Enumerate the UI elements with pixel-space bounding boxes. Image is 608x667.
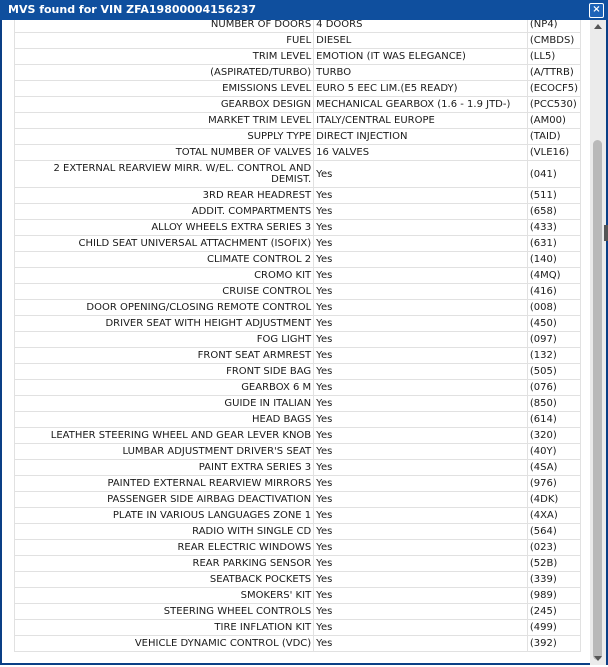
row-value: Yes [314, 188, 528, 204]
row-code: (631) [527, 236, 580, 252]
row-value: Yes [314, 396, 528, 412]
close-icon[interactable]: × [589, 3, 604, 18]
dialog-titlebar[interactable] [0, 0, 608, 20]
row-label: CRUISE CONTROL [15, 284, 314, 300]
table-row [15, 284, 581, 300]
row-label: CROMO KIT [15, 268, 314, 284]
table-row [15, 492, 581, 508]
row-code: (CMBDS) [527, 33, 580, 49]
row-label: CHILD SEAT UNIVERSAL ATTACHMENT (ISOFIX) [15, 236, 314, 252]
row-value: Yes [314, 204, 528, 220]
table-row [15, 364, 581, 380]
row-value: TURBO [314, 65, 528, 81]
row-value: Yes [314, 556, 528, 572]
options-table-body [15, 20, 581, 652]
row-value: Yes [314, 364, 528, 380]
row-value: Yes [314, 620, 528, 636]
row-value: Yes [314, 412, 528, 428]
row-code: (564) [527, 524, 580, 540]
table-row [15, 81, 581, 97]
row-code: (416) [527, 284, 580, 300]
scroll-down-arrow-icon[interactable] [594, 656, 602, 661]
row-code: (097) [527, 332, 580, 348]
row-code: (041) [527, 161, 580, 188]
row-value: Yes [314, 604, 528, 620]
row-code: (132) [527, 348, 580, 364]
table-row [15, 252, 581, 268]
row-label: SMOKERS' KIT [15, 588, 314, 604]
row-code: (339) [527, 572, 580, 588]
row-label: VEHICLE DYNAMIC CONTROL (VDC) [15, 636, 314, 652]
dialog-content[interactable] [2, 20, 590, 663]
table-row [15, 33, 581, 49]
table-row [15, 161, 581, 188]
row-code: (614) [527, 412, 580, 428]
row-code: (433) [527, 220, 580, 236]
table-row [15, 620, 581, 636]
table-row [15, 188, 581, 204]
row-code: (008) [527, 300, 580, 316]
table-row [15, 49, 581, 65]
row-value: Yes [314, 236, 528, 252]
row-code: (850) [527, 396, 580, 412]
table-row [15, 396, 581, 412]
options-table [14, 20, 581, 652]
row-value: Yes [314, 460, 528, 476]
table-row [15, 444, 581, 460]
row-code: (VLE16) [527, 145, 580, 161]
row-code: (658) [527, 204, 580, 220]
table-row [15, 204, 581, 220]
table-row [15, 588, 581, 604]
row-value: Yes [314, 380, 528, 396]
row-code: (PCC530) [527, 97, 580, 113]
table-row [15, 65, 581, 81]
row-label: DRIVER SEAT WITH HEIGHT ADJUSTMENT [15, 316, 314, 332]
row-value: 16 VALVES [314, 145, 528, 161]
table-row [15, 476, 581, 492]
row-label: EMISSIONS LEVEL [15, 81, 314, 97]
row-value: Yes [314, 540, 528, 556]
row-code: (4MQ) [527, 268, 580, 284]
table-row [15, 556, 581, 572]
row-label: REAR PARKING SENSOR [15, 556, 314, 572]
row-label: LEATHER STEERING WHEEL AND GEAR LEVER KNOB [15, 428, 314, 444]
row-value: Yes [314, 332, 528, 348]
row-value: Yes [314, 492, 528, 508]
row-value: EURO 5 EEC LIM.(E5 READY) [314, 81, 528, 97]
row-code: (ECOCF5) [527, 81, 580, 97]
scroll-up-arrow-icon[interactable] [594, 24, 602, 29]
row-label: SEATBACK POCKETS [15, 572, 314, 588]
row-label: ALLOY WHEELS EXTRA SERIES 3 [15, 220, 314, 236]
row-label: TOTAL NUMBER OF VALVES [15, 145, 314, 161]
table-row [15, 524, 581, 540]
row-code: (505) [527, 364, 580, 380]
row-code: (4SA) [527, 460, 580, 476]
row-label: PAINTED EXTERNAL REARVIEW MIRRORS [15, 476, 314, 492]
row-label: PAINT EXTRA SERIES 3 [15, 460, 314, 476]
row-label: (ASPIRATED/TURBO) [15, 65, 314, 81]
row-code: (52B) [527, 556, 580, 572]
row-label: 3RD REAR HEADREST [15, 188, 314, 204]
row-code: (499) [527, 620, 580, 636]
scrollbar-thumb[interactable] [593, 140, 602, 660]
row-code: (LL5) [527, 49, 580, 65]
row-value: Yes [314, 476, 528, 492]
row-label: GEARBOX 6 M [15, 380, 314, 396]
row-value: Yes [314, 572, 528, 588]
table-row [15, 604, 581, 620]
row-label: GUIDE IN ITALIAN [15, 396, 314, 412]
row-value: Yes [314, 444, 528, 460]
row-value: DIRECT INJECTION [314, 129, 528, 145]
table-row [15, 508, 581, 524]
row-label: DOOR OPENING/CLOSING REMOTE CONTROL [15, 300, 314, 316]
page-scroll-indicator [604, 225, 608, 241]
table-row [15, 332, 581, 348]
row-value: ITALY/CENTRAL EUROPE [314, 113, 528, 129]
table-row [15, 145, 581, 161]
row-code: (4XA) [527, 508, 580, 524]
row-label: FOG LIGHT [15, 332, 314, 348]
table-row [15, 380, 581, 396]
table-row [15, 129, 581, 145]
row-label: TRIM LEVEL [15, 49, 314, 65]
vertical-scrollbar[interactable] [590, 20, 606, 665]
table-row [15, 236, 581, 252]
table-row [15, 412, 581, 428]
table-row [15, 113, 581, 129]
table-row [15, 636, 581, 652]
row-value: Yes [314, 300, 528, 316]
table-row [15, 572, 581, 588]
row-label: FUEL [15, 33, 314, 49]
row-code: (023) [527, 540, 580, 556]
row-value: Yes [314, 428, 528, 444]
row-value: Yes [314, 268, 528, 284]
row-value: Yes [314, 316, 528, 332]
row-code: (245) [527, 604, 580, 620]
row-value: Yes [314, 348, 528, 364]
row-label: STEERING WHEEL CONTROLS [15, 604, 314, 620]
row-value: Yes [314, 524, 528, 540]
table-row [15, 300, 581, 316]
row-code: (976) [527, 476, 580, 492]
row-label: PLATE IN VARIOUS LANGUAGES ZONE 1 [15, 508, 314, 524]
row-value: Yes [314, 284, 528, 300]
row-label: REAR ELECTRIC WINDOWS [15, 540, 314, 556]
table-row [15, 268, 581, 284]
row-label: NUMBER OF DOORS [15, 20, 314, 33]
row-code: (AM00) [527, 113, 580, 129]
row-code: (40Y) [527, 444, 580, 460]
table-row [15, 540, 581, 556]
row-value: Yes [314, 220, 528, 236]
row-code: (4DK) [527, 492, 580, 508]
row-value: 4 DOORS [314, 20, 528, 33]
row-value: MECHANICAL GEARBOX (1.6 - 1.9 JTD-) [314, 97, 528, 113]
table-row [15, 20, 581, 33]
row-label: MARKET TRIM LEVEL [15, 113, 314, 129]
row-value: Yes [314, 588, 528, 604]
row-value: Yes [314, 508, 528, 524]
table-row [15, 220, 581, 236]
row-value: Yes [314, 161, 528, 188]
row-label: FRONT SEAT ARMREST [15, 348, 314, 364]
row-code: (NP4) [527, 20, 580, 33]
row-code: (450) [527, 316, 580, 332]
row-value: DIESEL [314, 33, 528, 49]
row-code: (392) [527, 636, 580, 652]
row-label: GEARBOX DESIGN [15, 97, 314, 113]
row-label: RADIO WITH SINGLE CD [15, 524, 314, 540]
row-label: LUMBAR ADJUSTMENT DRIVER'S SEAT [15, 444, 314, 460]
row-label: SUPPLY TYPE [15, 129, 314, 145]
table-row [15, 316, 581, 332]
table-row [15, 460, 581, 476]
row-value: EMOTION (IT WAS ELEGANCE) [314, 49, 528, 65]
row-code: (140) [527, 252, 580, 268]
row-label: 2 EXTERNAL REARVIEW MIRR. W/EL. CONTROL AND DEMIST. [15, 161, 314, 188]
row-value: Yes [314, 636, 528, 652]
table-row [15, 348, 581, 364]
row-label: TIRE INFLATION KIT [15, 620, 314, 636]
row-value: Yes [314, 252, 528, 268]
table-row [15, 428, 581, 444]
row-label: CLIMATE CONTROL 2 [15, 252, 314, 268]
dialog-title: MVS found for VIN ZFA19800004156237 [8, 3, 257, 16]
table-row [15, 97, 581, 113]
row-code: (A/TTRB) [527, 65, 580, 81]
row-label: HEAD BAGS [15, 412, 314, 428]
row-code: (TAID) [527, 129, 580, 145]
row-label: FRONT SIDE BAG [15, 364, 314, 380]
row-code: (320) [527, 428, 580, 444]
row-label: PASSENGER SIDE AIRBAG DEACTIVATION [15, 492, 314, 508]
row-code: (076) [527, 380, 580, 396]
row-code: (989) [527, 588, 580, 604]
row-code: (511) [527, 188, 580, 204]
row-label: ADDIT. COMPARTMENTS [15, 204, 314, 220]
